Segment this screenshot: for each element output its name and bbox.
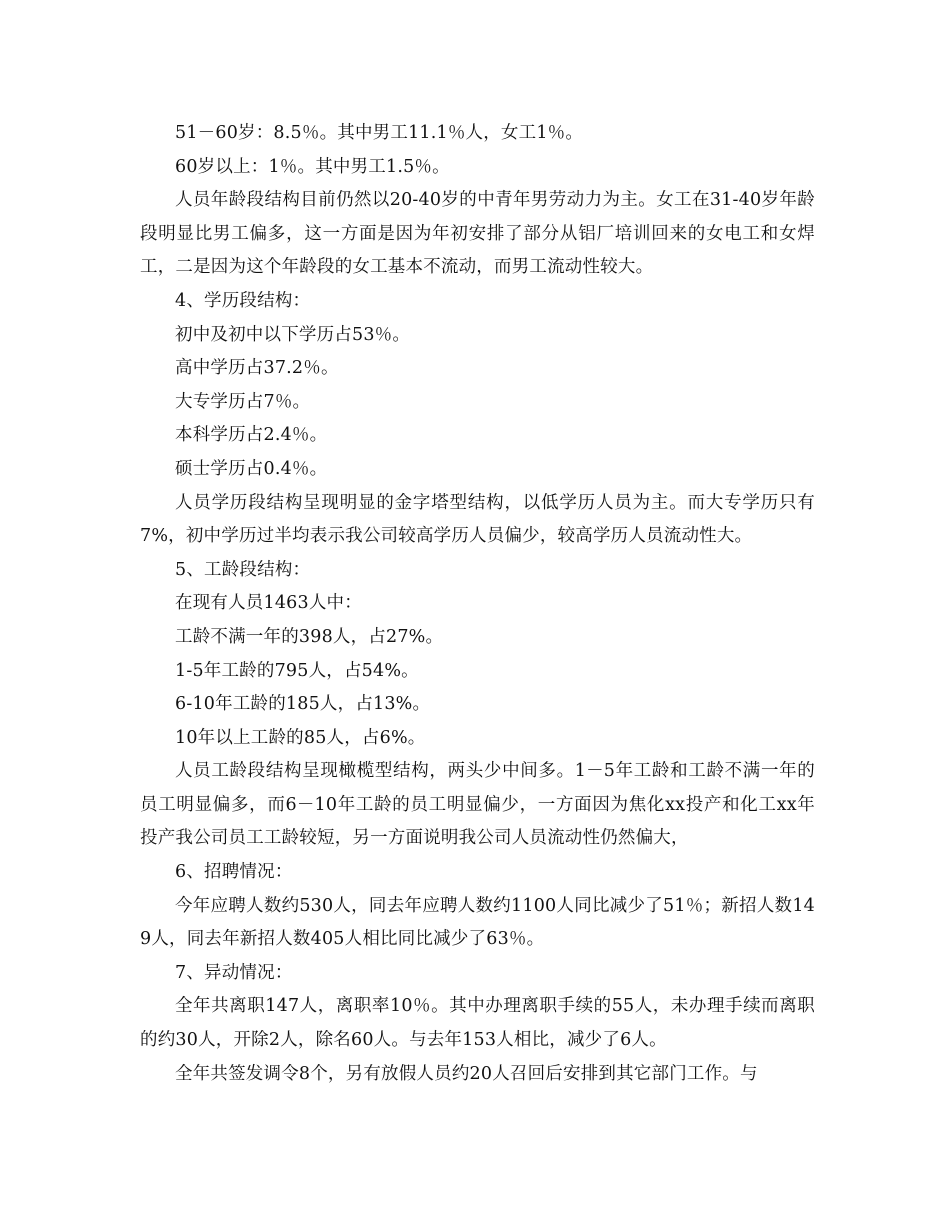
paragraph-seniority-summary: 人员工龄段结构呈现橄榄型结构，两头少中间多。1－5年工龄和工龄不满一年的员工明显偏多，而6－10年工龄的员工明显偏少，一方面因为焦化xx投产和化工xx年投产我公司员工工龄较短，另一方面说明我公司人员流动性仍然偏大， bbox=[140, 761, 815, 849]
paragraph-education-middle-school: 初中及初中以下学历占53％。 bbox=[175, 324, 411, 345]
section-heading-recruitment: 6、招聘情况： bbox=[175, 862, 293, 883]
paragraph-turnover-detail: 全年共离职147人，离职率10％。其中办理离职手续的55人，未办理手续而离职的约30人，开除2人，除名60人。与去年153人相比，减少了6人。 bbox=[140, 996, 815, 1051]
paragraph-age-structure-summary: 人员年龄段结构目前仍然以20-40岁的中青年男劳动力为主。女工在31-40岁年龄段明显比男工偏多，这一方面是因为年初安排了部分从铝厂培训回来的女电工和女焊工，二是因为这个年龄段的女工基本不流动，而男工流动性较大。 bbox=[140, 190, 815, 278]
paragraph-seniority-6-10-years: 6-10年工龄的185人，占13%。 bbox=[175, 694, 431, 715]
paragraph-seniority-10-plus-years: 10年以上工龄的85人，占6%。 bbox=[175, 727, 426, 748]
paragraph-education-summary: 人员学历段结构呈现明显的金字塔型结构，以低学历人员为主。而大专学历只有7%，初中学历过半均表示我公司较高学历人员偏少，较高学历人员流动性大。 bbox=[140, 492, 815, 547]
paragraph-education-master: 硕士学历占0.4％。 bbox=[175, 458, 328, 479]
paragraph-education-bachelor: 本科学历占2.4％。 bbox=[175, 425, 328, 446]
paragraph-seniority-1-5-years: 1-5年工龄的795人，占54%。 bbox=[175, 660, 419, 681]
paragraph-age-60-plus: 60岁以上：1％。其中男工1.5％。 bbox=[175, 156, 450, 177]
document-body bbox=[140, 117, 815, 1091]
paragraph-education-college: 大专学历占7％。 bbox=[175, 391, 311, 412]
paragraph-total-staff: 在现有人员1463人中： bbox=[175, 593, 362, 614]
paragraph-age-51-60: 51－60岁：8.5％。其中男工11.1％人，女工1％。 bbox=[175, 123, 584, 143]
paragraph-transfer-detail: 全年共签发调令8个，另有放假人员约20人召回后安排到其它部门工作。与 bbox=[175, 1063, 758, 1084]
paragraph-education-high-school: 高中学历占37.2％。 bbox=[175, 358, 339, 379]
section-heading-seniority: 5、工龄段结构： bbox=[175, 559, 311, 580]
section-heading-turnover: 7、异动情况： bbox=[175, 962, 293, 983]
paragraph-seniority-under-one-year: 工龄不满一年的398人，占27%。 bbox=[175, 626, 444, 647]
paragraph-recruitment-detail: 今年应聘人数约530人，同去年应聘人数约1100人同比减少了51％；新招人数149人，同去年新招人数405人相比同比减少了63％。 bbox=[140, 895, 815, 950]
section-heading-education: 4、学历段结构： bbox=[175, 290, 311, 311]
